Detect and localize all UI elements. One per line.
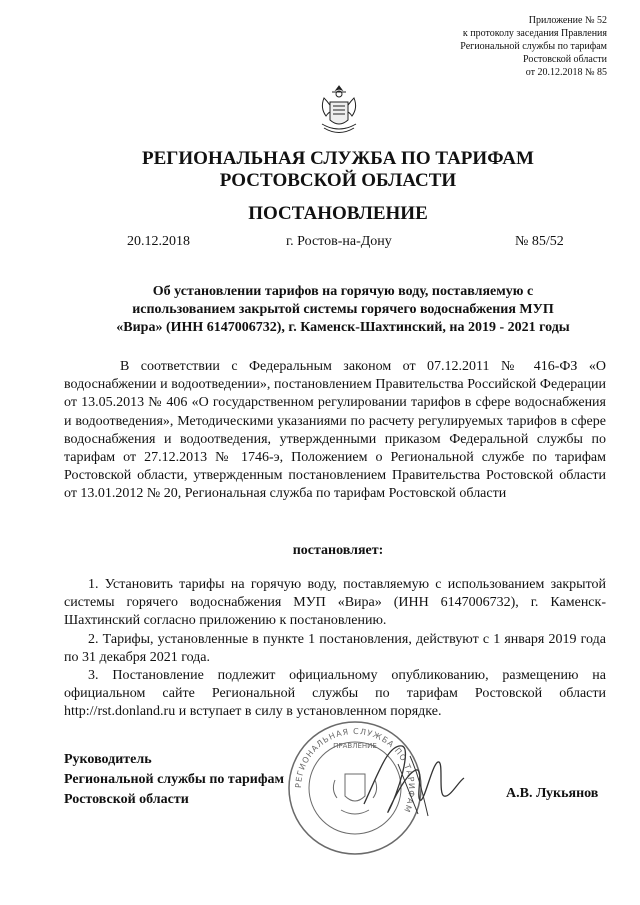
appendix-note [347,14,607,79]
appendix-line: Региональной службы по тарифам [460,41,607,52]
seal-ring-text: РЕГИОНАЛЬНАЯ СЛУЖБА ПО ТАРИФАМ [293,726,417,815]
appendix-line: от 20.12.2018 № 85 [525,67,607,78]
preamble-paragraph: В соответствии с Федеральным законом от 07.12.2011 № 416-ФЗ «О водоснабжении и водоотведении», постановлением Правительства Российской Федерации от 13.05.2013 № 406 «О государственном регулировании тарифов в сфере водоснабжения и водоотведения», Методическими указаниями по расчету регулируемых тарифов в сфере водоснабжения и водоотведения, утвержденными приказом Федеральной службы по тарифам от 27.12.2013 № 1746-э, Положением о Региональной службе по тарифам Ростовской области, утвержденным постановлением Правительства Ростовской области от 13.01.2012 № 20, Региональная служба по тарифам Ростовской области [64,359,606,502]
appendix-line: Ростовской области [523,54,607,65]
coat-of-arms-icon [316,80,362,138]
document-subject [88,283,598,337]
document-type: ПОСТАНОВЛЕНИЕ [248,203,428,224]
subject-line: Об установлении тарифов на горячую воду, поставляемую с [152,284,534,299]
resolution-item: 3. Постановление подлежит официальному опубликованию, размещению на официальном сайте Региональной службы по тарифам Ростовской области http://rst.donland.ru и вступает в силу в установленном порядке. [64,668,606,720]
subject-line: использованием закрытой системы горячего водоснабжения МУП [132,302,554,317]
document-number: № 85/52 [515,234,564,249]
signatory-title-line: Региональной службы по тарифам [64,772,285,787]
resolves-heading: постановляет: [292,543,384,558]
document-place: г. Ростов-на-Дону [286,234,392,249]
signatory-title-line: Руководитель [64,752,152,767]
subject-line: «Вира» (ИНН 6147006732), г. Каменск-Шахтинский, на 2019 - 2021 годы [116,320,570,335]
resolution-item: 2. Тарифы, установленные в пункте 1 постановления, действуют с 1 января 2019 года по 31 декабря 2021 года. [64,631,606,665]
signatory-title-line: Ростовской области [64,792,189,807]
organization-line: РОСТОВСКОЙ ОБЛАСТИ [219,170,457,191]
appendix-line: Приложение № 52 [528,15,607,26]
document-date: 20.12.2018 [127,234,190,249]
signatory-name: А.В. Лукьянов [506,786,599,801]
signatory-title [64,750,284,810]
appendix-line: к протоколу заседания Правления [462,28,607,39]
resolution-item: 1. Установить тарифы на горячую воду, поставляемую с использованием закрытой системы горячего водоснабжения МУП «Вира» (ИНН 6147006732), г. Каменск-Шахтинский согласно приложению к постановлению. [64,577,606,629]
resolution-items [64,576,606,722]
seal-top-text: ПРАВЛЕНИЕ [333,742,377,750]
organization-name [0,148,640,192]
organization-line: РЕГИОНАЛЬНАЯ СЛУЖБА ПО ТАРИФАМ [142,148,534,169]
handwritten-signature [358,734,468,824]
